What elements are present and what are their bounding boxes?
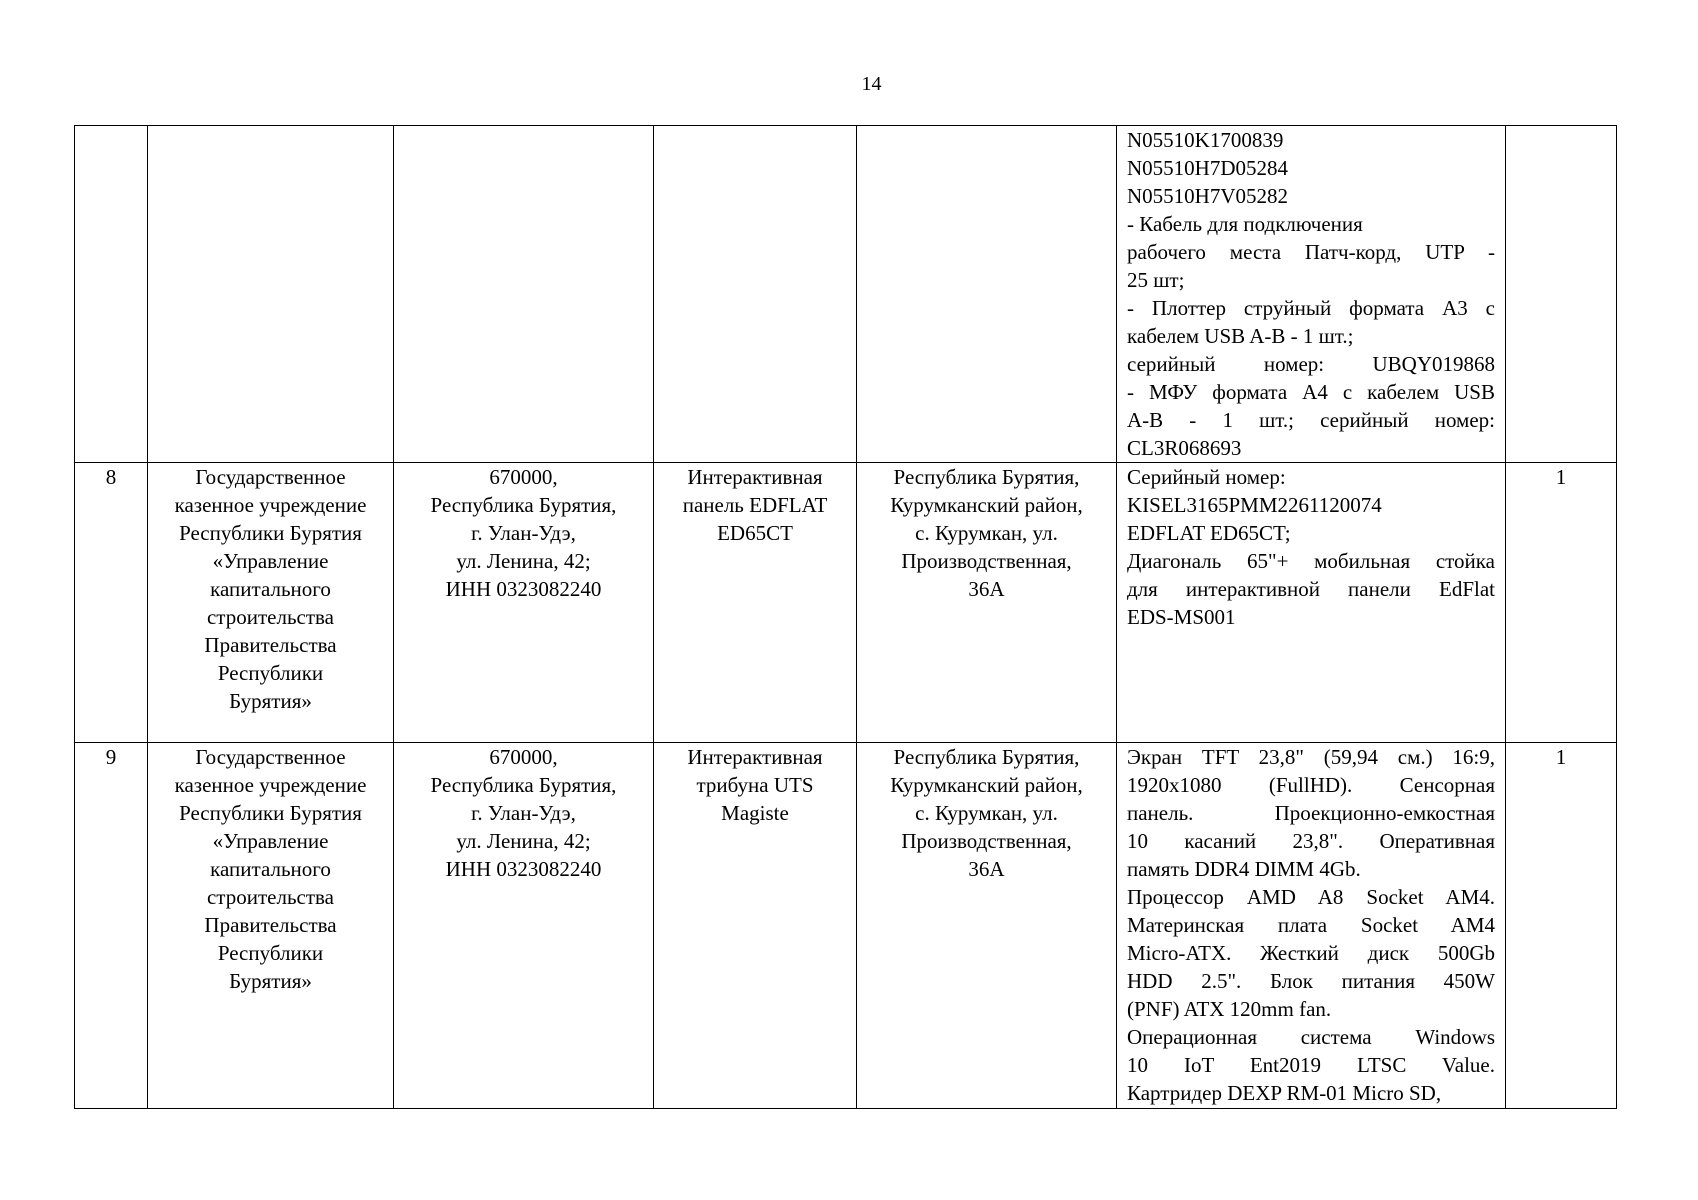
description-line: для интерактивной панели EdFlat xyxy=(1127,577,1495,601)
description-line: - МФУ формата А4 с кабелем USB xyxy=(1127,380,1495,404)
cell-location xyxy=(857,126,1117,463)
address-line: Республика Бурятия, xyxy=(430,773,617,797)
cell-item-name xyxy=(654,463,857,743)
organization-line: Республики xyxy=(217,941,324,965)
cell-location xyxy=(857,743,1117,1109)
location-line: Республика Бурятия, xyxy=(893,745,1080,769)
organization-line: Республики xyxy=(217,661,324,685)
item-name-line: панель EDFLAT xyxy=(682,493,828,517)
address-line: 670000, xyxy=(489,465,558,489)
description-line: KISEL3165PMM2261120074 xyxy=(1127,493,1382,517)
item-name-line: ED65CT xyxy=(717,521,793,545)
cell-address xyxy=(394,463,654,743)
organization-line: строительства xyxy=(206,885,334,909)
location-line: 36А xyxy=(968,857,1005,881)
address-line: 670000, xyxy=(489,745,558,769)
description-line: Картридер DEXP RM-01 Micro SD, xyxy=(1127,1081,1442,1105)
description-line: 25 шт; xyxy=(1127,268,1185,292)
description-line: CL3R068693 xyxy=(1127,436,1242,460)
description-line: Micro-ATX. Жесткий диск 500Gb xyxy=(1127,941,1495,965)
organization-line: Правительства xyxy=(204,913,337,937)
description-line: Процессор AMD A8 Socket AM4. xyxy=(1127,885,1495,909)
cell-number xyxy=(75,463,148,743)
cell-quantity xyxy=(1506,743,1617,1109)
location-line: с. Курумкан, ул. xyxy=(915,521,1058,545)
location-line: 36А xyxy=(968,577,1005,601)
organization-line: казенное учреждение xyxy=(174,773,367,797)
description-line: N05510H7D05284 xyxy=(1127,156,1288,180)
organization-line: казенное учреждение xyxy=(174,493,367,517)
description-line: память DDR4 DIMM 4Gb. xyxy=(1127,857,1361,881)
description-line: N05510K1700839 xyxy=(1127,128,1284,152)
location-line: Производственная, xyxy=(901,549,1072,573)
cell-number xyxy=(75,743,148,1109)
description-line: Экран TFT 23,8" (59,94 см.) 16:9, xyxy=(1127,745,1495,769)
quantity-value: 1 xyxy=(1555,465,1567,489)
address-line: ул. Ленина, 42; xyxy=(456,829,591,853)
page-number: 14 xyxy=(861,73,882,95)
description-line: - Кабель для подключения xyxy=(1127,212,1363,236)
organization-line: Государственное xyxy=(195,465,346,489)
location-line: Производственная, xyxy=(901,829,1072,853)
table-row xyxy=(75,463,1617,743)
description-line: Диагональ 65"+ мобильная стойка xyxy=(1127,549,1495,573)
cell-address xyxy=(394,126,654,463)
description-line: 10 IoT Ent2019 LTSC Value. xyxy=(1127,1053,1495,1077)
location-line: с. Курумкан, ул. xyxy=(915,801,1058,825)
quantity-value: 1 xyxy=(1555,745,1567,769)
address-line: г. Улан-Удэ, xyxy=(471,521,576,545)
cell-organization xyxy=(148,126,394,463)
description-line: (PNF) ATX 120mm fan. xyxy=(1127,997,1332,1021)
organization-line: Бурятия» xyxy=(229,689,312,713)
number-value: 8 xyxy=(105,465,117,489)
item-name-line: трибуна UTS xyxy=(696,773,814,797)
item-name-line: Интерактивная xyxy=(687,465,823,489)
organization-line: Бурятия» xyxy=(229,969,312,993)
cell-description xyxy=(1117,126,1506,463)
organization-line: Правительства xyxy=(204,633,337,657)
description-line: панель. Проекционно-емкостная xyxy=(1127,801,1495,825)
number-value: 9 xyxy=(105,745,117,769)
location-line: Республика Бурятия, xyxy=(893,465,1080,489)
table-row xyxy=(75,743,1617,1109)
table-row xyxy=(75,126,1617,463)
cell-description xyxy=(1117,463,1506,743)
description-line: - Плоттер струйный формата А3 с xyxy=(1127,296,1495,320)
organization-line: строительства xyxy=(206,605,334,629)
address-line: г. Улан-Удэ, xyxy=(471,801,576,825)
description-line: N05510H7V05282 xyxy=(1127,184,1288,208)
organization-line: «Управление xyxy=(212,549,329,573)
location-line: Курумканский район, xyxy=(890,493,1083,517)
description-line: Операционная система Windows xyxy=(1127,1025,1495,1049)
cell-organization xyxy=(148,743,394,1109)
description-line: рабочего места Патч-корд, UTP - xyxy=(1127,240,1495,264)
address-line: ИНН 0323082240 xyxy=(445,577,602,601)
organization-line: капитального xyxy=(210,577,331,601)
description-line: Серийный номер: xyxy=(1127,465,1286,489)
description-line: 1920x1080 (FullHD). Сенсорная xyxy=(1127,773,1495,797)
cell-number xyxy=(75,126,148,463)
description-line: HDD 2.5". Блок питания 450W xyxy=(1127,969,1495,993)
organization-line: капитального xyxy=(210,857,331,881)
description-line: кабелем USB A-B - 1 шт.; xyxy=(1127,324,1354,348)
item-name-line: Интерактивная xyxy=(687,745,823,769)
organization-line: Республики Бурятия xyxy=(179,521,362,545)
cell-item-name xyxy=(654,126,857,463)
address-line: ул. Ленина, 42; xyxy=(456,549,591,573)
organization-line: Государственное xyxy=(195,745,346,769)
cell-quantity xyxy=(1506,463,1617,743)
cell-address xyxy=(394,743,654,1109)
cell-organization xyxy=(148,463,394,743)
description-line: A-B - 1 шт.; серийный номер: xyxy=(1127,408,1495,432)
location-line: Курумканский район, xyxy=(890,773,1083,797)
cell-location xyxy=(857,463,1117,743)
address-line: Республика Бурятия, xyxy=(430,493,617,517)
organization-line: «Управление xyxy=(212,829,329,853)
item-name-line: Magiste xyxy=(721,801,789,825)
description-line: EDFLAT ED65CT; xyxy=(1127,521,1291,545)
cell-description xyxy=(1117,743,1506,1109)
address-line: ИНН 0323082240 xyxy=(445,857,602,881)
description-line: Материнская плата Socket AM4 xyxy=(1127,913,1495,937)
description-line: серийный номер: UBQY019868 xyxy=(1127,352,1495,376)
equipment-table xyxy=(74,125,1617,1109)
description-line: EDS-MS001 xyxy=(1127,605,1236,629)
cell-item-name xyxy=(654,743,857,1109)
organization-line: Республики Бурятия xyxy=(179,801,362,825)
cell-quantity xyxy=(1506,126,1617,463)
description-line: 10 касаний 23,8". Оперативная xyxy=(1127,829,1495,853)
